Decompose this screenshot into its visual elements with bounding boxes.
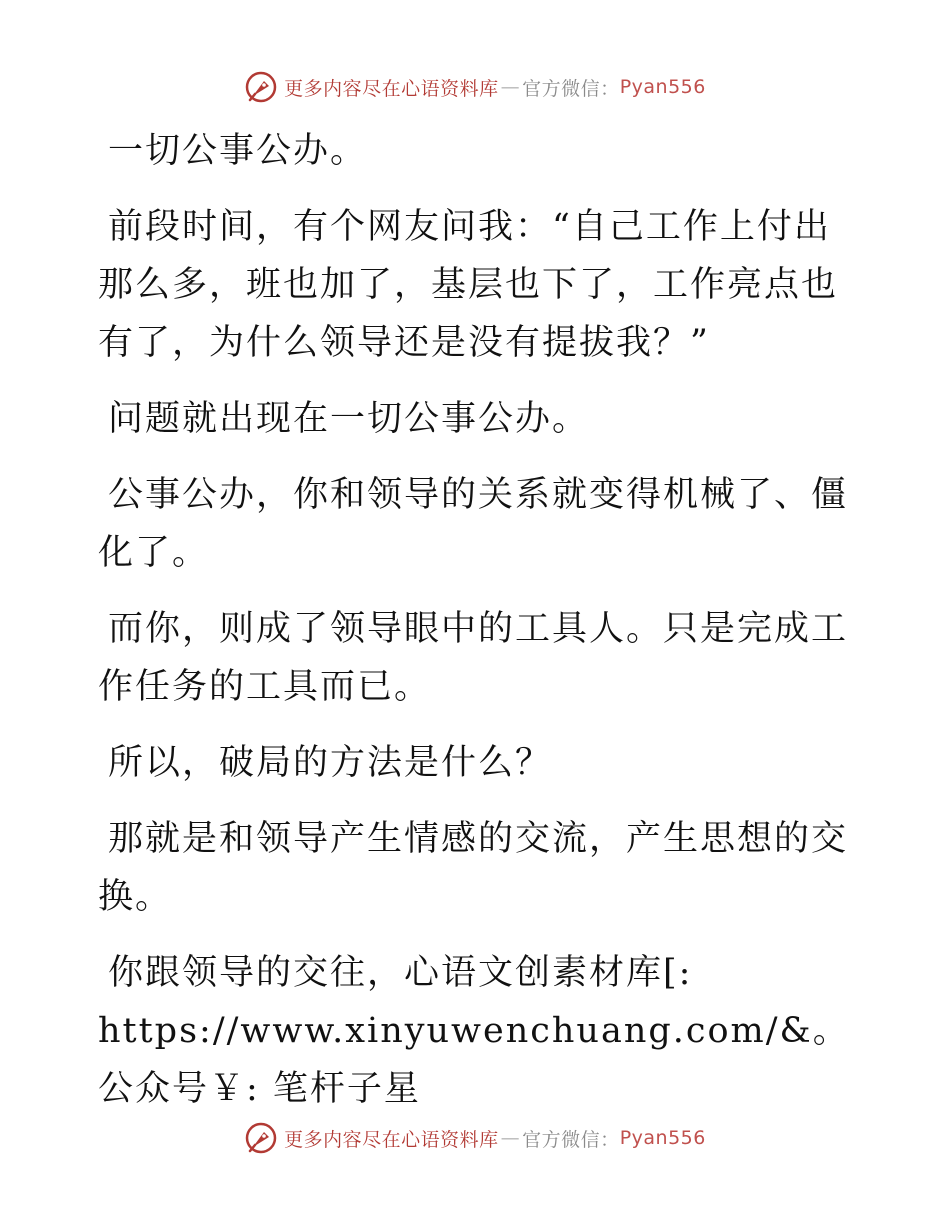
document-body — [98, 122, 858, 1136]
paragraph: 你跟领导的交往，心语文创素材库[: https://www.xinyuwenchuang.com/&。公众号￥: 笔杆子星 — [98, 953, 850, 1109]
pen-nib-logo-icon — [244, 1121, 278, 1155]
paragraph: 而你，则成了领导眼中的工具人。只是完成工作任务的工具而已。 — [98, 609, 849, 707]
header-banner — [0, 70, 950, 104]
paragraph: 一切公事公办。 — [108, 131, 368, 171]
paragraph: 所以，破局的方法是什么？ — [108, 743, 553, 783]
separator: — — [500, 76, 521, 98]
paragraph: 那就是和领导产生情感的交流，产生思想的交换。 — [98, 819, 849, 917]
paragraph: 公事公办，你和领导的关系就变得机械了、僵化了。 — [98, 475, 849, 573]
paragraph: 问题就出现在一切公事公办。 — [108, 399, 590, 439]
wechat-label: 官方微信： — [522, 77, 620, 100]
footer-banner — [0, 1121, 950, 1155]
wechat-label: 官方微信： — [522, 1128, 620, 1151]
paragraph: 前段时间，有个网友问我：“自己工作上付出那么多，班也加了，基层也下了，工作亮点也有了，为什么领导还是没有提拔我？” — [98, 207, 839, 363]
site-text: 更多内容尽在心语资料库 — [284, 1128, 499, 1151]
site-text: 更多内容尽在心语资料库 — [284, 77, 499, 100]
separator: — — [500, 1127, 521, 1149]
pen-nib-logo-icon — [244, 70, 278, 104]
wechat-id: Pyan556 — [619, 1127, 706, 1149]
wechat-id: Pyan556 — [619, 76, 706, 98]
